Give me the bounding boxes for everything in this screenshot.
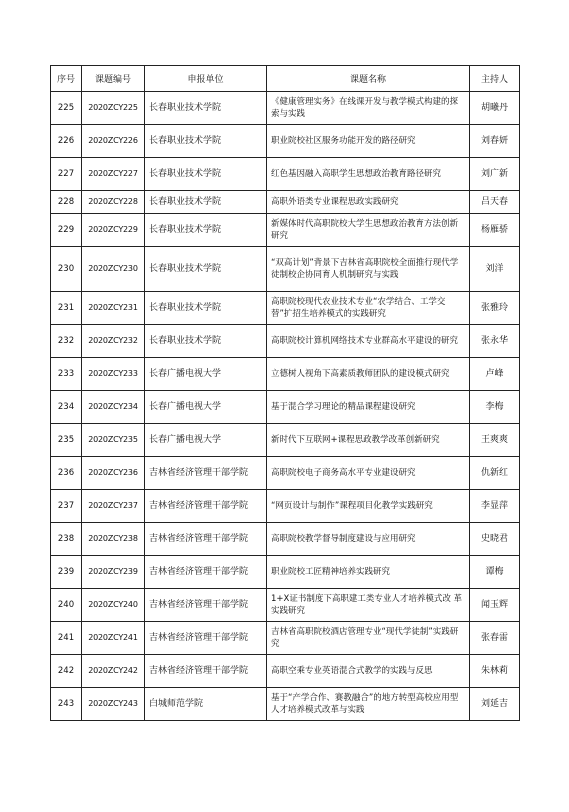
cell-host: 张雅玲 [470, 292, 520, 325]
table-row [51, 191, 520, 214]
cell-code: 2020ZCY238 [82, 523, 145, 556]
cell-title: 高职院校现代农业技术专业“农学结合、工学交替”扩招生培养模式的实践研究 [267, 292, 470, 325]
cell-host: 刘洋 [470, 247, 520, 292]
cell-code: 2020ZCY230 [82, 247, 145, 292]
cell-unit: 吉林省经济管理干部学院 [145, 490, 267, 523]
header-code: 课题编号 [82, 66, 145, 92]
cell-title: 《健康管理实务》在线课开发与教学模式构建的探索与实践 [267, 92, 470, 125]
cell-unit: 长春广播电视大学 [145, 358, 267, 391]
table-row [51, 92, 520, 125]
table-header-row [51, 66, 520, 92]
cell-title: 高职外语类专业课程思政实践研究 [267, 191, 470, 214]
header-title: 课题名称 [267, 66, 470, 92]
cell-title: 红色基因融入高职学生思想政治教育路径研究 [267, 158, 470, 191]
cell-seq: 230 [51, 247, 82, 292]
cell-seq: 234 [51, 391, 82, 424]
table-row [51, 523, 520, 556]
table-row [51, 325, 520, 358]
cell-host: 胡曦丹 [470, 92, 520, 125]
cell-unit: 长春职业技术学院 [145, 247, 267, 292]
cell-title: 1+X证书制度下高职建工类专业人才培养模式改 革实践研究 [267, 589, 470, 622]
cell-title: “网页设计与制作”课程项目化教学实践研究 [267, 490, 470, 523]
cell-code: 2020ZCY243 [82, 688, 145, 721]
cell-host: 刘广新 [470, 158, 520, 191]
cell-title: 吉林省高职院校酒店管理专业“现代学徒制”实践研究 [267, 622, 470, 655]
cell-host: 史晓君 [470, 523, 520, 556]
table-row [51, 556, 520, 589]
cell-title: 高职院校教学督导制度建设与应用研究 [267, 523, 470, 556]
cell-code: 2020ZCY240 [82, 589, 145, 622]
cell-code: 2020ZCY242 [82, 655, 145, 688]
cell-unit: 长春职业技术学院 [145, 125, 267, 158]
table-row [51, 688, 520, 721]
cell-seq: 228 [51, 191, 82, 214]
cell-code: 2020ZCY227 [82, 158, 145, 191]
cell-unit: 长春职业技术学院 [145, 292, 267, 325]
table-row [51, 490, 520, 523]
cell-host: 杨雁骄 [470, 214, 520, 247]
cell-seq: 238 [51, 523, 82, 556]
table-row [51, 655, 520, 688]
table-row [51, 424, 520, 457]
cell-seq: 242 [51, 655, 82, 688]
cell-code: 2020ZCY235 [82, 424, 145, 457]
table-row [51, 158, 520, 191]
cell-host: 闻玉辉 [470, 589, 520, 622]
cell-unit: 长春职业技术学院 [145, 92, 267, 125]
cell-host: 卢峰 [470, 358, 520, 391]
cell-code: 2020ZCY237 [82, 490, 145, 523]
cell-unit: 长春职业技术学院 [145, 325, 267, 358]
header-seq: 序号 [51, 66, 82, 92]
table-row [51, 214, 520, 247]
cell-unit: 长春职业技术学院 [145, 214, 267, 247]
cell-seq: 232 [51, 325, 82, 358]
cell-code: 2020ZCY229 [82, 214, 145, 247]
cell-seq: 236 [51, 457, 82, 490]
cell-unit: 长春职业技术学院 [145, 191, 267, 214]
project-table-container [50, 65, 519, 721]
cell-title: 新时代下互联网+课程思政教学改革创新研究 [267, 424, 470, 457]
cell-code: 2020ZCY228 [82, 191, 145, 214]
cell-title: 职业院校工匠精神培养实践研究 [267, 556, 470, 589]
cell-unit: 长春广播电视大学 [145, 424, 267, 457]
cell-title: 高职院校计算机网络技术专业群高水平建设的研究 [267, 325, 470, 358]
cell-unit: 长春职业技术学院 [145, 158, 267, 191]
cell-unit: 吉林省经济管理干部学院 [145, 457, 267, 490]
cell-code: 2020ZCY239 [82, 556, 145, 589]
cell-seq: 227 [51, 158, 82, 191]
cell-unit: 吉林省经济管理干部学院 [145, 589, 267, 622]
project-table [50, 65, 520, 721]
cell-host: 仇新红 [470, 457, 520, 490]
cell-seq: 241 [51, 622, 82, 655]
cell-seq: 240 [51, 589, 82, 622]
cell-code: 2020ZCY231 [82, 292, 145, 325]
table-row [51, 247, 520, 292]
cell-host: 李梅 [470, 391, 520, 424]
cell-host: 刘春妍 [470, 125, 520, 158]
cell-host: 李显萍 [470, 490, 520, 523]
cell-seq: 237 [51, 490, 82, 523]
cell-title: 职业院校社区服务功能开发的路径研究 [267, 125, 470, 158]
cell-title: “双高计划”背景下吉林省高职院校全面推行现代学徒制校企协同育人机制研究与实践 [267, 247, 470, 292]
cell-host: 张永华 [470, 325, 520, 358]
cell-code: 2020ZCY233 [82, 358, 145, 391]
cell-code: 2020ZCY232 [82, 325, 145, 358]
cell-seq: 239 [51, 556, 82, 589]
cell-host: 谭梅 [470, 556, 520, 589]
cell-unit: 吉林省经济管理干部学院 [145, 556, 267, 589]
table-row [51, 457, 520, 490]
cell-code: 2020ZCY241 [82, 622, 145, 655]
cell-unit: 长春广播电视大学 [145, 391, 267, 424]
cell-title: 新媒体时代高职院校大学生思想政治教育方法创新研究 [267, 214, 470, 247]
table-row [51, 292, 520, 325]
table-row [51, 358, 520, 391]
header-unit: 申报单位 [145, 66, 267, 92]
cell-host: 张春雷 [470, 622, 520, 655]
cell-unit: 吉林省经济管理干部学院 [145, 523, 267, 556]
cell-unit: 吉林省经济管理干部学院 [145, 622, 267, 655]
table-row [51, 125, 520, 158]
cell-title: 基于“产学合作、赛教融合”的地方转型高校应用型人才培养模式改革与实践 [267, 688, 470, 721]
header-host: 主持人 [470, 66, 520, 92]
cell-title: 高职空乘专业英语混合式教学的实践与反思 [267, 655, 470, 688]
cell-seq: 243 [51, 688, 82, 721]
cell-code: 2020ZCY234 [82, 391, 145, 424]
cell-seq: 225 [51, 92, 82, 125]
table-row [51, 622, 520, 655]
cell-seq: 226 [51, 125, 82, 158]
cell-code: 2020ZCY226 [82, 125, 145, 158]
cell-title: 立德树人视角下高素质教师团队的建设模式研究 [267, 358, 470, 391]
cell-code: 2020ZCY236 [82, 457, 145, 490]
table-row [51, 589, 520, 622]
cell-unit: 吉林省经济管理干部学院 [145, 655, 267, 688]
cell-seq: 235 [51, 424, 82, 457]
cell-host: 刘延吉 [470, 688, 520, 721]
cell-unit: 白城师范学院 [145, 688, 267, 721]
cell-host: 王爽爽 [470, 424, 520, 457]
cell-code: 2020ZCY225 [82, 92, 145, 125]
cell-title: 高职院校电子商务高水平专业建设研究 [267, 457, 470, 490]
cell-host: 吕天春 [470, 191, 520, 214]
cell-seq: 231 [51, 292, 82, 325]
cell-seq: 233 [51, 358, 82, 391]
cell-title: 基于混合学习理论的精品课程建设研究 [267, 391, 470, 424]
cell-seq: 229 [51, 214, 82, 247]
table-row [51, 391, 520, 424]
cell-host: 朱林莉 [470, 655, 520, 688]
